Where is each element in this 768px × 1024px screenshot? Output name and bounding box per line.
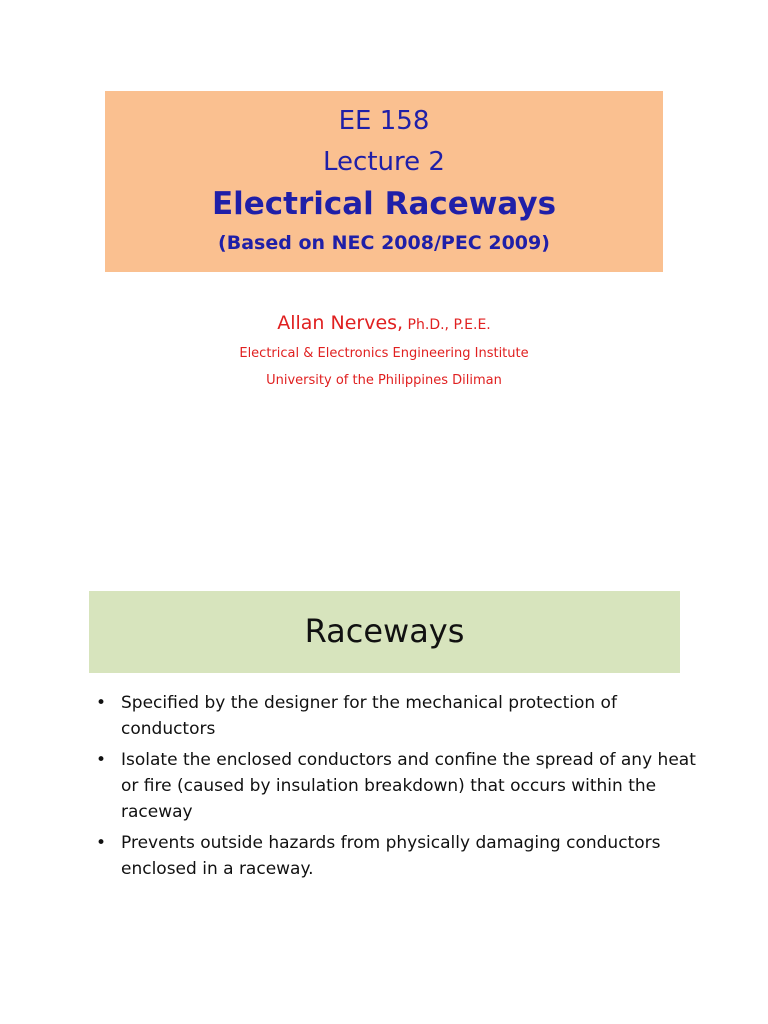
course-code: EE 158 — [338, 106, 430, 136]
university-name: University of the Philippines Diliman — [266, 373, 502, 388]
bullet-text: Isolate the enclosed conductors and confine the spread of any heat or fire (caused by insulation breakdown) that occurs within the raceway — [121, 750, 696, 822]
bullet-list — [96, 690, 696, 887]
author-name: Allan Nerves, — [277, 312, 404, 334]
bullet-item — [96, 690, 696, 742]
institute-name: Electrical & Electronics Engineering Institute — [239, 346, 529, 361]
bullet-item — [96, 830, 696, 882]
section-banner — [89, 591, 680, 673]
section-title: Raceways — [304, 612, 465, 650]
bullet-icon: • — [96, 750, 107, 770]
lecture-subtitle: (Based on NEC 2008/PEC 2009) — [218, 232, 550, 254]
bullet-text: Specified by the designer for the mechanical protection of conductors — [121, 693, 617, 739]
bullet-icon: • — [96, 693, 107, 713]
lecture-title: Electrical Raceways — [211, 186, 557, 222]
author-line — [0, 310, 768, 338]
title-banner — [105, 91, 663, 272]
bullet-text: Prevents outside hazards from physically damaging conductors enclosed in a raceway. — [121, 833, 661, 879]
lecture-number: Lecture 2 — [323, 147, 445, 177]
bullet-icon: • — [96, 833, 107, 853]
bullet-item — [96, 747, 696, 825]
author-credentials: Ph.D., P.E.E. — [403, 317, 491, 333]
